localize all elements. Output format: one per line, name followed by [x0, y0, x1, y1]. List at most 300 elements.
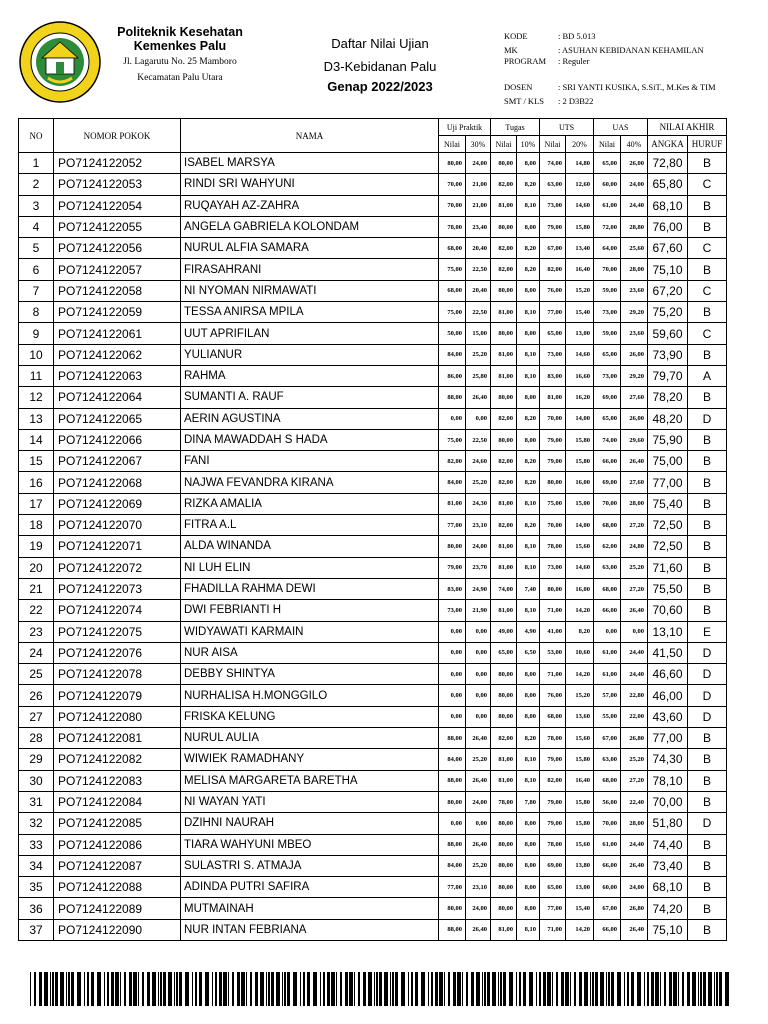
cell-pp: 25,20 — [466, 749, 491, 770]
cell-huruf: B — [688, 387, 727, 408]
cell-an: 70,00 — [594, 813, 621, 834]
barcode-bar — [331, 972, 335, 1006]
barcode-bar — [570, 972, 571, 1006]
cell-pn: 79,00 — [439, 557, 466, 578]
cell-pn: 77,00 — [439, 877, 466, 898]
cell-huruf: B — [688, 855, 727, 876]
table-row — [19, 408, 727, 429]
cell-tn: 80,00 — [491, 280, 517, 301]
barcode-bar — [543, 972, 546, 1006]
cell-up: 15,80 — [566, 791, 594, 812]
barcode-bar — [219, 972, 222, 1006]
cell-ap: 25,60 — [621, 238, 648, 259]
cell-tp: 8,00 — [517, 685, 540, 706]
barcode-bar — [556, 972, 558, 1006]
barcode-bar — [595, 972, 598, 1006]
program-title: D3-Kebidanan Palu — [323, 59, 437, 74]
cell-pn: 0,00 — [439, 664, 466, 685]
cell-ap: 24,40 — [621, 642, 648, 663]
cell-nim: PO7124122071 — [54, 536, 181, 557]
barcode-bar — [624, 972, 625, 1006]
cell-pn: 70,00 — [439, 174, 466, 195]
cell-no: 3 — [19, 195, 54, 216]
cell-nim: PO7124122072 — [54, 557, 181, 578]
table-row — [19, 557, 727, 578]
meta-key: DOSEN — [504, 82, 533, 92]
cell-an: 61,00 — [594, 664, 621, 685]
cell-nama: MELISA MARGARETA BARETHA — [181, 770, 439, 791]
cell-up: 16,00 — [566, 578, 594, 599]
barcode-bar — [192, 972, 193, 1006]
cell-tp: 8,10 — [517, 344, 540, 365]
barcode-bar — [600, 972, 604, 1006]
cell-an: 68,00 — [594, 578, 621, 599]
barcode-bar — [678, 972, 679, 1006]
cell-tp: 8,10 — [517, 365, 540, 386]
barcode-bar — [300, 972, 301, 1006]
cell-no: 30 — [19, 770, 54, 791]
cell-nama: FANI — [181, 451, 439, 472]
table-row — [19, 642, 727, 663]
subheader-nilai: Nilai — [439, 136, 466, 153]
barcode-bar — [431, 972, 433, 1006]
cell-nama: SUMANTI A. RAUF — [181, 387, 439, 408]
cell-no: 11 — [19, 365, 54, 386]
cell-angka: 51,80 — [648, 813, 688, 834]
barcode-bar — [669, 972, 672, 1006]
barcode-bar — [303, 972, 305, 1006]
cell-ap: 27,60 — [621, 387, 648, 408]
table-row — [19, 365, 727, 386]
barcode-bar — [523, 972, 526, 1006]
table-row — [19, 323, 727, 344]
cell-angka: 68,10 — [648, 877, 688, 898]
cell-ap: 26,40 — [621, 451, 648, 472]
meta-key: SMT / KLS — [504, 96, 544, 106]
cell-angka: 70,00 — [648, 791, 688, 812]
cell-tn: 82,00 — [491, 259, 517, 280]
cell-un: 53,00 — [540, 642, 566, 663]
cell-nama: NI NYOMAN NIRMAWATI — [181, 280, 439, 301]
cell-up: 14,00 — [566, 515, 594, 536]
barcode-bar — [401, 972, 405, 1006]
header-uts: UTS — [540, 119, 594, 136]
cell-un: 71,00 — [540, 919, 566, 940]
cell-ap: 26,40 — [621, 919, 648, 940]
grades-table — [18, 118, 727, 941]
cell-nim: PO7124122088 — [54, 877, 181, 898]
barcode-bar — [260, 972, 264, 1006]
cell-angka: 75,20 — [648, 302, 688, 323]
cell-nim: PO7124122063 — [54, 365, 181, 386]
cell-tn: 80,00 — [491, 834, 517, 855]
table-row — [19, 621, 727, 642]
cell-tn: 82,00 — [491, 408, 517, 429]
barcode-bar — [673, 972, 677, 1006]
cell-up: 15,20 — [566, 280, 594, 301]
cell-un: 70,00 — [540, 408, 566, 429]
cell-pp: 24,00 — [466, 898, 491, 919]
barcode-bar — [66, 972, 67, 1006]
barcode-bar — [574, 972, 576, 1006]
barcode-bar — [606, 972, 607, 1006]
cell-an: 60,00 — [594, 877, 621, 898]
cell-pp: 0,00 — [466, 813, 491, 834]
barcode-bar — [323, 972, 325, 1006]
cell-an: 67,00 — [594, 898, 621, 919]
cell-nama: NUR INTAN FEBRIANA — [181, 919, 439, 940]
cell-nama: WIWIEK RAMADHANY — [181, 749, 439, 770]
barcode — [30, 972, 730, 1006]
cell-huruf: B — [688, 578, 727, 599]
cell-nama: FITRA A.L — [181, 515, 439, 536]
cell-nama: NAJWA FEVANDRA KIRANA — [181, 472, 439, 493]
cell-pn: 88,00 — [439, 834, 466, 855]
cell-pn: 84,00 — [439, 472, 466, 493]
cell-huruf: B — [688, 834, 727, 855]
cell-nim: PO7124122067 — [54, 451, 181, 472]
cell-ap: 26,00 — [621, 408, 648, 429]
barcode-bar — [39, 972, 42, 1006]
barcode-bar — [379, 972, 382, 1006]
cell-tp: 8,10 — [517, 536, 540, 557]
cell-pn: 84,00 — [439, 749, 466, 770]
cell-no: 27 — [19, 706, 54, 727]
barcode-bar — [435, 972, 438, 1006]
cell-huruf: B — [688, 429, 727, 450]
cell-ap: 26,00 — [621, 153, 648, 174]
barcode-bar — [313, 972, 317, 1006]
cell-ap: 27,20 — [621, 515, 648, 536]
barcode-bar — [179, 972, 182, 1006]
barcode-bar — [529, 972, 533, 1006]
cell-ap: 24,00 — [621, 877, 648, 898]
cell-un: 79,00 — [540, 813, 566, 834]
cell-ap: 28,80 — [621, 216, 648, 237]
table-row — [19, 216, 727, 237]
cell-tn: 78,00 — [491, 791, 517, 812]
cell-nim: PO7124122059 — [54, 302, 181, 323]
cell-no: 33 — [19, 834, 54, 855]
meta-value: : Reguler — [558, 56, 590, 66]
barcode-bar — [462, 972, 463, 1006]
cell-pp: 0,00 — [466, 664, 491, 685]
barcode-bar — [307, 972, 310, 1006]
cell-angka: 75,90 — [648, 429, 688, 450]
cell-tp: 8,00 — [517, 898, 540, 919]
cell-pp: 25,20 — [466, 472, 491, 493]
barcode-bar — [345, 972, 348, 1006]
cell-pn: 88,00 — [439, 770, 466, 791]
barcode-bar — [276, 972, 280, 1006]
institution-line-2: Kemenkes Palu — [133, 39, 227, 53]
subheader-angka: ANGKA — [648, 136, 688, 153]
barcode-bar — [336, 972, 337, 1006]
barcode-bar — [547, 972, 551, 1006]
cell-angka: 46,60 — [648, 664, 688, 685]
cell-huruf: D — [688, 642, 727, 663]
barcode-bar — [176, 972, 178, 1006]
cell-angka: 74,30 — [648, 749, 688, 770]
barcode-bar — [498, 972, 499, 1006]
meta-kode — [504, 31, 596, 41]
cell-nama: NUR AISA — [181, 642, 439, 663]
cell-up: 14,60 — [566, 195, 594, 216]
cell-tp: 8,10 — [517, 493, 540, 514]
cell-un: 77,00 — [540, 898, 566, 919]
cell-un: 70,00 — [540, 515, 566, 536]
header-nama: NAMA — [181, 119, 439, 153]
cell-pn: 50,00 — [439, 323, 466, 344]
barcode-bar — [50, 972, 51, 1006]
cell-un: 77,00 — [540, 302, 566, 323]
cell-pp: 15,00 — [466, 323, 491, 344]
cell-huruf: B — [688, 493, 727, 514]
cell-nim: PO7124122074 — [54, 600, 181, 621]
cell-tn: 82,00 — [491, 728, 517, 749]
cell-nim: PO7124122057 — [54, 259, 181, 280]
institution-district: Kecamatan Palu Utara — [137, 73, 223, 83]
cell-ap: 26,00 — [621, 344, 648, 365]
table-row — [19, 706, 727, 727]
cell-ap: 26,80 — [621, 728, 648, 749]
cell-no: 9 — [19, 323, 54, 344]
cell-ap: 24,40 — [621, 195, 648, 216]
cell-tp: 8,20 — [517, 728, 540, 749]
cell-angka: 41,50 — [648, 642, 688, 663]
cell-pp: 22,50 — [466, 302, 491, 323]
cell-up: 13,00 — [566, 323, 594, 344]
cell-nim: PO7124122081 — [54, 728, 181, 749]
cell-ap: 29,60 — [621, 429, 648, 450]
cell-up: 13,60 — [566, 706, 594, 727]
cell-angka: 74,20 — [648, 898, 688, 919]
cell-no: 8 — [19, 302, 54, 323]
cell-tn: 80,00 — [491, 216, 517, 237]
barcode-bar — [408, 972, 409, 1006]
table-row — [19, 302, 727, 323]
barcode-bar — [241, 972, 245, 1006]
barcode-bar — [271, 972, 274, 1006]
cell-tn: 81,00 — [491, 749, 517, 770]
cell-angka: 76,00 — [648, 216, 688, 237]
cell-huruf: B — [688, 216, 727, 237]
cell-un: 80,00 — [540, 578, 566, 599]
cell-nama: TESSA ANIRSA MPILA — [181, 302, 439, 323]
cell-no: 31 — [19, 791, 54, 812]
table-row — [19, 174, 727, 195]
cell-tn: 81,00 — [491, 195, 517, 216]
cell-huruf: B — [688, 259, 727, 280]
cell-pp: 0,00 — [466, 685, 491, 706]
barcode-bar — [320, 972, 321, 1006]
cell-nim: PO7124122053 — [54, 174, 181, 195]
cell-angka: 72,50 — [648, 515, 688, 536]
barcode-bar — [349, 972, 353, 1006]
cell-tn: 82,00 — [491, 472, 517, 493]
cell-up: 14,20 — [566, 664, 594, 685]
cell-nim: PO7124122086 — [54, 834, 181, 855]
grades-rows — [19, 153, 727, 941]
cell-pp: 0,00 — [466, 706, 491, 727]
cell-no: 18 — [19, 515, 54, 536]
barcode-bar — [617, 972, 621, 1006]
cell-pp: 23,40 — [466, 216, 491, 237]
cell-nim: PO7124122082 — [54, 749, 181, 770]
cell-ap: 24,40 — [621, 834, 648, 855]
cell-tp: 8,00 — [517, 153, 540, 174]
barcode-bar — [487, 972, 490, 1006]
cell-nim: PO7124122089 — [54, 898, 181, 919]
cell-huruf: B — [688, 898, 727, 919]
cell-an: 60,00 — [594, 174, 621, 195]
cell-up: 8,20 — [566, 621, 594, 642]
cell-up: 15,80 — [566, 429, 594, 450]
cell-pp: 26,40 — [466, 728, 491, 749]
table-row — [19, 749, 727, 770]
cell-tp: 6,50 — [517, 642, 540, 663]
cell-up: 15,80 — [566, 813, 594, 834]
cell-an: 65,00 — [594, 344, 621, 365]
cell-nim: PO7124122087 — [54, 855, 181, 876]
barcode-bar — [160, 972, 162, 1006]
cell-ap: 26,40 — [621, 600, 648, 621]
subheader-pct: 40% — [621, 136, 648, 153]
cell-nama: MUTMAINAH — [181, 898, 439, 919]
table-row — [19, 259, 727, 280]
cell-pp: 24,60 — [466, 451, 491, 472]
cell-no: 6 — [19, 259, 54, 280]
cell-pn: 83,00 — [439, 578, 466, 599]
cell-ap: 24,80 — [621, 536, 648, 557]
cell-un: 76,00 — [540, 280, 566, 301]
cell-no: 36 — [19, 898, 54, 919]
barcode-bar — [466, 972, 468, 1006]
barcode-bar — [687, 972, 690, 1006]
cell-an: 68,00 — [594, 515, 621, 536]
cell-an: 59,00 — [594, 280, 621, 301]
cell-tn: 82,00 — [491, 174, 517, 195]
barcode-bar — [232, 972, 234, 1006]
cell-angka: 77,00 — [648, 728, 688, 749]
header-praktik: Uji Praktik — [439, 119, 491, 136]
barcode-bar — [682, 972, 684, 1006]
cell-un: 76,00 — [540, 685, 566, 706]
cell-pn: 0,00 — [439, 408, 466, 429]
barcode-bar — [536, 972, 537, 1006]
barcode-bar — [71, 972, 74, 1006]
barcode-bar — [552, 972, 553, 1006]
barcode-bar — [44, 972, 48, 1006]
cell-un: 68,00 — [540, 706, 566, 727]
barcode-bar — [340, 972, 342, 1006]
cell-un: 73,00 — [540, 195, 566, 216]
meta-smt-kls — [504, 96, 593, 106]
cell-pp: 23,70 — [466, 557, 491, 578]
barcode-bar — [215, 972, 217, 1006]
cell-nim: PO7124122090 — [54, 919, 181, 940]
barcode-bar — [561, 972, 564, 1006]
table-row — [19, 472, 727, 493]
barcode-bar — [390, 972, 391, 1006]
barcode-bar — [129, 972, 132, 1006]
table-row — [19, 387, 727, 408]
cell-angka: 65,80 — [648, 174, 688, 195]
cell-tp: 8,10 — [517, 600, 540, 621]
cell-un: 75,00 — [540, 493, 566, 514]
cell-ap: 26,40 — [621, 855, 648, 876]
cell-an: 65,00 — [594, 153, 621, 174]
cell-nim: PO7124122061 — [54, 323, 181, 344]
cell-up: 16,40 — [566, 770, 594, 791]
barcode-bar — [120, 972, 121, 1006]
cell-tn: 81,00 — [491, 344, 517, 365]
table-row — [19, 195, 727, 216]
cell-an: 69,00 — [594, 472, 621, 493]
barcode-bar — [374, 972, 375, 1006]
table-row — [19, 791, 727, 812]
barcode-bar — [91, 972, 94, 1006]
institution-address: Jl. Lagarutu No. 25 Mamboro — [123, 57, 237, 67]
barcode-bar — [637, 972, 641, 1006]
barcode-bar — [228, 972, 229, 1006]
cell-tp: 8,00 — [517, 429, 540, 450]
cell-no: 21 — [19, 578, 54, 599]
cell-nama: NURHALISA H.MONGGILO — [181, 685, 439, 706]
cell-un: 79,00 — [540, 791, 566, 812]
cell-up: 16,00 — [566, 472, 594, 493]
cell-up: 14,80 — [566, 153, 594, 174]
barcode-bar — [133, 972, 137, 1006]
barcode-bar — [471, 972, 474, 1006]
cell-no: 1 — [19, 153, 54, 174]
cell-un: 79,00 — [540, 451, 566, 472]
cell-huruf: B — [688, 195, 727, 216]
cell-pp: 0,00 — [466, 408, 491, 429]
cell-pn: 77,00 — [439, 515, 466, 536]
cell-huruf: D — [688, 408, 727, 429]
cell-tn: 82,00 — [491, 515, 517, 536]
cell-pp: 22,50 — [466, 259, 491, 280]
cell-tp: 8,10 — [517, 302, 540, 323]
cell-ap: 24,00 — [621, 174, 648, 195]
barcode-bar — [660, 972, 661, 1006]
cell-nama: DINA MAWADDAH S HADA — [181, 429, 439, 450]
barcode-bar — [484, 972, 486, 1006]
barcode-bar — [287, 972, 290, 1006]
cell-ap: 27,20 — [621, 578, 648, 599]
cell-no: 14 — [19, 429, 54, 450]
cell-nim: PO7124122080 — [54, 706, 181, 727]
barcode-bar — [255, 972, 258, 1006]
document-title: Daftar Nilai Ujian — [331, 36, 429, 51]
cell-ap: 25,20 — [621, 749, 648, 770]
cell-tp: 8,20 — [517, 472, 540, 493]
cell-up: 15,80 — [566, 451, 594, 472]
barcode-bar — [395, 972, 398, 1006]
subheader-pct: 10% — [517, 136, 540, 153]
cell-huruf: B — [688, 515, 727, 536]
barcode-bar — [611, 972, 614, 1006]
cell-tp: 8,00 — [517, 834, 540, 855]
cell-nim: PO7124122073 — [54, 578, 181, 599]
barcode-bar — [703, 972, 706, 1006]
barcode-bar — [354, 972, 355, 1006]
barcode-bar — [608, 972, 610, 1006]
cell-tp: 8,10 — [517, 557, 540, 578]
cell-huruf: B — [688, 919, 727, 940]
barcode-bar — [368, 972, 372, 1006]
